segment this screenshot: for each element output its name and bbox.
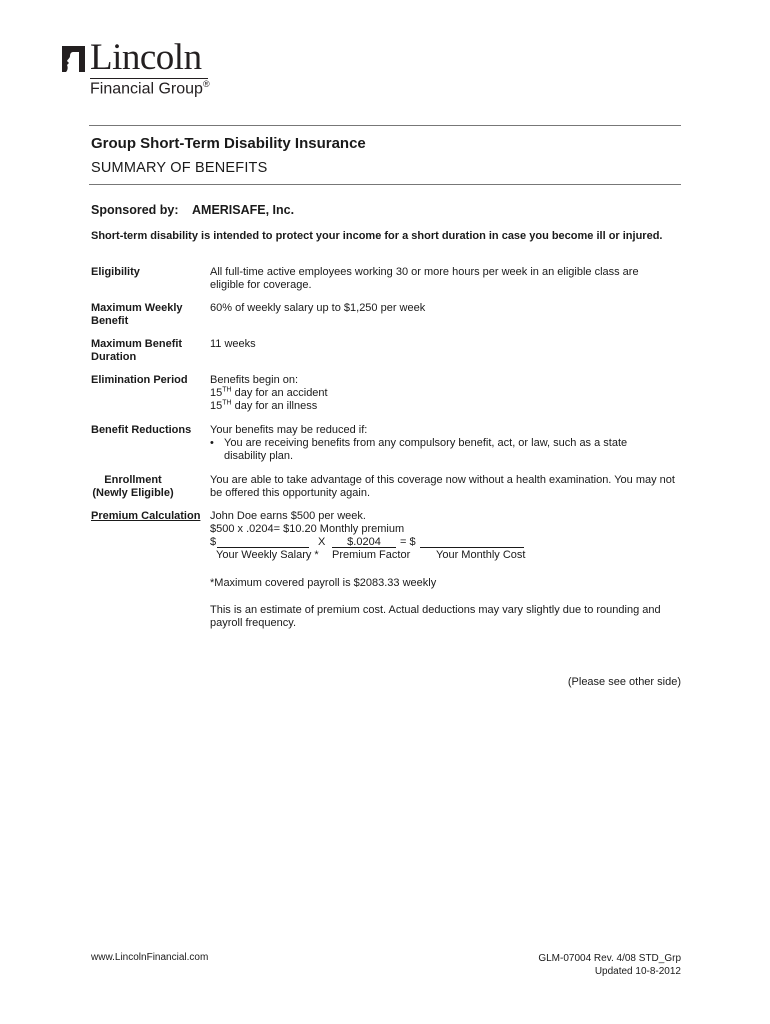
sponsor-label: Sponsored by: — [91, 203, 179, 217]
max-weekly-label: Maximum Weekly Benefit — [91, 302, 183, 327]
logo-wordmark: Lincoln — [90, 37, 202, 78]
reductions-bullet: • You are receiving benefits from any compulsory benefit, act, or law, such as a state disability plan. — [210, 437, 628, 462]
lincoln-logo — [60, 37, 230, 102]
footer-form-info: GLM-07004 Rev. 4/08 STD_Grp Updated 10-8-2012 — [538, 953, 681, 977]
reductions-label: Benefit Reductions — [91, 424, 192, 436]
max-duration-label: Maximum Benefit Duration — [91, 338, 183, 363]
premium-formula-captions: Your Weekly Salary * Premium Factor Your Monthly Cost — [216, 549, 526, 561]
premium-label: Premium Calculation — [91, 510, 201, 522]
elimination-value: Benefits begin on: 15TH day for an accident 15TH day for an illness — [210, 374, 328, 412]
title-rule — [89, 184, 681, 185]
top-rule — [89, 125, 681, 126]
reductions-value: Your benefits may be reduced if: • You are receiving benefits from any compulsory benefit, act, or law, such as a state disability plan. — [210, 424, 650, 463]
weekly-salary-blank — [217, 536, 309, 548]
see-other-side: (Please see other side) — [567, 676, 681, 688]
logo-subline: Financial Group® — [90, 79, 210, 98]
premium-factor-field: $.0204 — [332, 536, 396, 548]
max-payroll-note: *Maximum covered payroll is $2083.33 weekly — [210, 577, 437, 589]
sponsor-name: AMERISAFE, Inc. — [192, 203, 295, 217]
monthly-cost-blank — [420, 536, 524, 548]
footer-website: www.LincolnFinancial.com — [91, 952, 209, 963]
elimination-label: Elimination Period — [91, 374, 188, 386]
page-subtitle: SUMMARY OF BENEFITS — [91, 160, 268, 176]
intro-statement: Short-term disability is intended to protect your income for a short duration in case you become ill or injured. — [91, 230, 663, 242]
eligibility-value: All full-time active employees working 30 or more hours per week in an eligible class are eligible for coverage. — [210, 266, 639, 291]
enrollment-value: You are able to take advantage of this coverage now without a health examination. You may not be offered this opportunity again. — [210, 474, 675, 499]
premium-formula: $ X $.0204 = $ — [210, 536, 690, 549]
lincoln-profile-icon — [60, 44, 87, 74]
estimate-note: This is an estimate of premium cost. Actual deductions may vary slightly due to rounding and payroll frequency. — [210, 604, 661, 629]
premium-value: John Doe earns $500 per week. $500 x .0204= $10.20 Monthly premium $ X $.0204 = $ Your Weekly Salary * Premium Factor Your Monthly Cost — [210, 510, 690, 562]
eligibility-label: Eligibility — [91, 266, 140, 278]
enrollment-label: Enrollment (Newly Eligible) — [92, 474, 174, 499]
page-title: Group Short-Term Disability Insurance — [91, 135, 366, 152]
max-weekly-value: 60% of weekly salary up to $1,250 per week — [210, 302, 426, 314]
max-duration-value: 11 weeks — [210, 338, 256, 350]
